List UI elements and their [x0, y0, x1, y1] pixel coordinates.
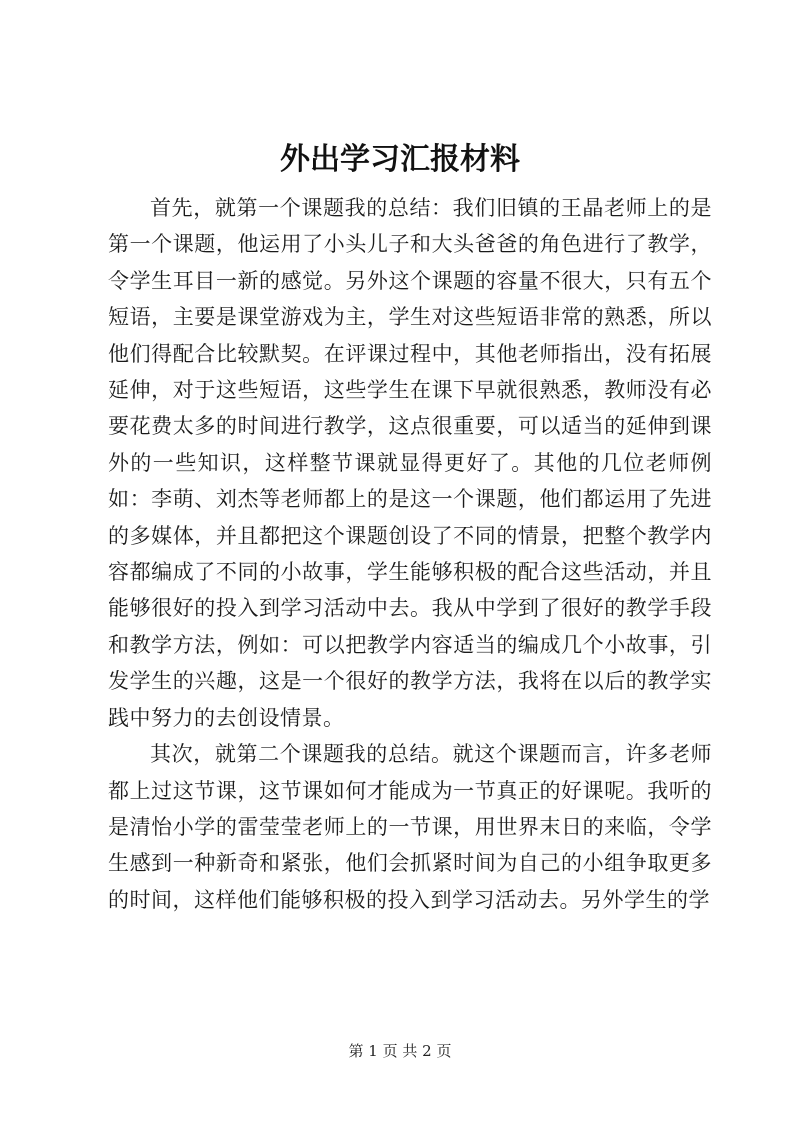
document-title: 外出学习汇报材料 — [280, 142, 520, 177]
document-body — [108, 190, 712, 918]
paragraph-1: 首先，就第一个课题我的总结：我们旧镇的王晶老师上的是第一个课题，他运用了小头儿子和大头爸爸的角色进行了教学，令学生耳目一新的感觉。另外这个课题的容量不很大，只有五个短语，主要是课堂游戏为主，学生对这些短语非常的熟悉，所以他们得配合比较默契。在评课过程中，其他老师指出，没有拓展延伸，对于这些短语，这些学生在课下早就很熟悉，教师没有必要花费太多的时间进行教学，这点很重要，可以适当的延伸到课外的一些知识，这样整节课就显得更好了。其他的几位老师例如：李萌、刘杰等老师都上的是这一个课题，他们都运用了先进的多媒体，并且都把这个课题创设了不同的情景，把整个教学内容都编成了不同的小故事，学生能够积极的配合这些活动，并且能够很好的投入到学习活动中去。我从中学到了很好的教学手段和教学方法，例如：可以把教学内容适当的编成几个小故事，引发学生的兴趣，这是一个很好的教学方法，我将在以后的教学实践中努力的去创设情景。 — [108, 196, 712, 730]
page-footer: 第 1 页 共 2 页 — [348, 1042, 452, 1060]
paragraph-2: 其次，就第二个课题我的总结。就这个课题而言，许多老师都上过这节课，这节课如何才能成为一节真正的好课呢。我听的是清怡小学的雷莹莹老师上的一节课，用世界末日的来临，令学生感到一种新奇和紧张，他们会抓紧时间为自己的小组争取更多的时间，这样他们能够积极的投入到学习活动去。另外学生的学 — [108, 742, 712, 912]
